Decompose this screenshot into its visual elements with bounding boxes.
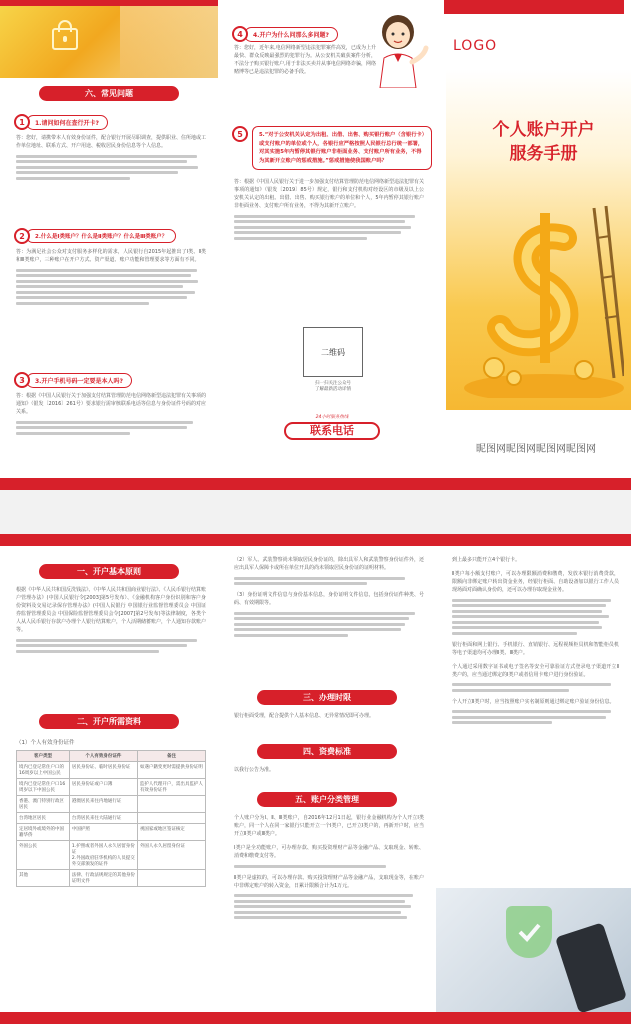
section-4-title: 四、资费标准 [257, 744, 397, 759]
section-5-title: 五、账户分类管理 [257, 792, 397, 807]
faq-answer-5: 答：根据《中国人民银行关于进一步加强支付结算管理防范电信网络新型违法犯罪有关事项的通知》（银发〔2019〕85号）规定，银行和支付机构对经设区的市级及以上公安机关认定的出租、出借、出售、购买银行账户的单位和个人，5年内暂停其银行账户非柜面业务、支付账户所有业务，不得为其新开立账户。 [234, 179, 425, 209]
faq-question-5: 5.“对于公安机关认定为出租、出借、出售、购买银行账户（含银行卡）或支付账户的单位或个人，各银行应严格按照人民银行总行统一部署，对其实施5年内暂停其银行账户非柜面业务、支付账户所有业务，不得为其新开立账户的惩戒措施。”惩戒措施使我国账户吗？ [259, 132, 425, 164]
section-2-title: 二、开户所需资料 [39, 714, 179, 729]
table-row [17, 762, 206, 779]
section-2-subtitle: （1）个人有效身份证件 [16, 740, 75, 746]
phone-shield-photo [436, 888, 631, 1012]
section-1-title: 一、开户基本原则 [39, 564, 179, 579]
table-cell: 居民身份证、临时居民身份证 [69, 762, 137, 779]
table-row [17, 841, 206, 870]
id-document-table [16, 750, 206, 887]
smartphone-icon [555, 922, 627, 1014]
table-cell: 居民身份证或户口簿 [69, 779, 137, 796]
section-5-text-1: 个人账户分为Ⅰ、Ⅱ、Ⅲ类账户，自2016年12月1日起，银行业金融机构为个人开立Ⅰ类账户，同一个人在同一家银行只能开立一个Ⅰ类户，已开立Ⅰ类户的，再新开户时，应当开立Ⅱ类户或Ⅲ类户。 [234, 815, 424, 837]
table-cell: 中国护照 [69, 824, 137, 841]
faq-answer-1: 答：您好，请携带本人有效身份证件，配合银行开展尽职调查，提供职业、住所地或工作单位地址、联系方式、开户用途、税收居民身份信息等个人信息。 [16, 135, 207, 149]
faq-item-5 [218, 126, 436, 242]
front-bottom-band [0, 478, 631, 490]
table-cell: 法律、行政法规规定的其他身份证明文件 [69, 870, 137, 887]
table-cell: 如遇户籍变更时需提供身份证明 [137, 762, 205, 779]
faq-number-1: 1 [14, 114, 30, 130]
panel-3-paragraph-2: 银行柜面和网上银行、手机银行、直销银行、远程视频柜员机和智能柜员机等电子渠道均可办理Ⅱ类、Ⅲ类户。 [452, 641, 619, 656]
faq-question-1: 1.请问如何在查行开卡? [26, 115, 108, 130]
faq-item-2 [0, 222, 218, 307]
section-5-text-2: Ⅰ类户是全功能账户，可办理存款、购买投资理财产品等金融产品、支取现金、转账、消费和缴费支付等。 [234, 845, 424, 859]
panel-3-paragraph-1: Ⅱ类户每小额支付账户，可以办理限额消费和缴费，发放本银行消费贷款，限额向非绑定账户转出资金业务，经银行柜面、自助设备加以银行工作人员现场面对面确认身份的，还可以办理存取现金业务。 [452, 571, 619, 593]
table-cell: 其他 [17, 870, 70, 887]
table-cell: 1.护照或者外国人永久居留身份证 2.外国政府驻华机构的人员提交外交部颁发的证件 [69, 841, 137, 870]
qr-caption: 扫一扫关注公众号 了解最新活动详情 [315, 381, 351, 392]
watermark-text: 昵图网昵图网昵图网昵图网 [476, 444, 596, 455]
customer-service-avatar [368, 10, 430, 88]
section-6-heading [0, 86, 218, 101]
faq-answer-2: 答：为满足社会公众对支付服务多样化的需求，人民银行自2015年起推出了Ⅰ类、Ⅱ类和Ⅲ类账户，三种账户在开户方式、资产渠道、账户功能和管理要求等方面有不同。 [16, 249, 206, 263]
cover-title-line-2: 服务手册 [509, 144, 578, 164]
faq-answer-4: 答：您好，近年来,电信网络新型违法犯罪案件高发，已成为上升最快、群众反映最强烈的犯罪行为。从公安机关破获案件分析，不法分子购买银行账户,用于非法买卖并从事电信网络诈骗，网络赌博等已是违法犯罪的必备手段。 [234, 45, 376, 75]
faq-item-1 [0, 108, 218, 182]
header-banner [0, 0, 218, 78]
section-1-heading [0, 564, 218, 579]
section-3-title: 三、办理时限 [257, 690, 397, 705]
back-bottom-band [0, 1012, 631, 1024]
section-2-id-info-text: （3）身份证明文件信息与身份基本信息，身份证明文件信息，包括身份证件种类、号码、有效期限等。 [234, 592, 424, 606]
table-cell: 定居境外或境外的中国籍华侨 [17, 824, 70, 841]
banner-pattern [120, 0, 218, 78]
front-sheet [0, 0, 631, 490]
table-row [17, 813, 206, 824]
cover-title-line-1: 个人账户开户 [492, 120, 595, 140]
front-panel-faq-2 [218, 0, 436, 490]
table-cell: 境内已登记常住户口16周岁以下中国公民 [17, 779, 70, 796]
table-cell [137, 796, 205, 813]
back-panel-3 [436, 534, 631, 1024]
section-5-text-3: Ⅱ类户是虚拟的，可以办理存款、购买投资理财产品等金融产品，支取现金等，在账户中非绑定账户的转入资金，日累计限额合计为1万元。 [234, 874, 424, 889]
hotline-title: 联系电话 [284, 422, 380, 440]
sheet-gap [0, 490, 631, 534]
faq-number-2: 2 [14, 228, 30, 244]
dollar-sign-illustration [464, 198, 624, 398]
faq-question-4: 4.开户为什么问那么多问题? [244, 27, 338, 42]
logo: LOGO [453, 38, 498, 54]
table-row [17, 824, 206, 841]
section-5-heading [218, 792, 436, 807]
table-cell [137, 870, 205, 887]
table-cell: 香港、澳门特别行政区居民 [17, 796, 70, 813]
shield-icon [506, 906, 552, 958]
table-header-client-type: 客户类型 [17, 751, 70, 762]
section-3-heading [218, 690, 436, 705]
section-4-text: 以我行公告为准。 [234, 767, 275, 773]
faq-number-4: 4 [232, 26, 248, 42]
table-row [17, 796, 206, 813]
table-cell: 台湾地区居民 [17, 813, 70, 824]
table-cell: 外国人永久居留身份证 [137, 841, 205, 870]
faq-question-2: 2.什么是Ⅰ类账户？什么是Ⅱ类账户？什么是Ⅲ类账户？ [26, 229, 176, 243]
back-panel-2 [218, 534, 436, 1024]
front-top-accent [0, 0, 218, 6]
table-cell [137, 813, 205, 824]
faq-number-3: 3 [14, 372, 30, 388]
table-cell: 视国家或地区签证核定 [137, 824, 205, 841]
faq-answer-3: 答：根据《中国人民银行关于加强支付结算管理防范电信网络新型违法犯罪有关事项的通知》（银发〔2016〕261号）要求银行需审核联系电话等信息与身份证件号码的对应关系。 [16, 393, 207, 415]
table-header-id-document: 个人有效身份证件 [69, 751, 137, 762]
padlock-icon [52, 28, 78, 50]
faq-item-4 [218, 20, 368, 46]
table-header-notes: 备注 [137, 751, 205, 762]
qr-code-placeholder: 二维码 [303, 327, 363, 377]
table-cell: 台湾居民来往大陆通行证 [69, 813, 137, 824]
faq-question-3: 3.开户手机号码一定要是本人吗? [26, 373, 132, 388]
front-cover [436, 0, 631, 490]
back-panel-1 [0, 534, 218, 1024]
back-sheet [0, 534, 631, 1024]
section-6-title: 六、常见问题 [39, 86, 179, 101]
table-row [17, 870, 206, 887]
hotline-badge[interactable] [284, 414, 380, 444]
table-cell: 外国公民 [17, 841, 70, 870]
cover-top-band [444, 0, 624, 14]
panel-3-paragraph-4: 个人开立Ⅱ类户时，应当按照账户实名制原则通过绑定账户验证身份信息。 [452, 698, 615, 705]
faq-number-5: 5 [232, 126, 248, 142]
table-cell: 监护人代理开户，需出具监护人有效身份证件 [137, 779, 205, 796]
section-4-heading [218, 744, 436, 759]
table-cell: 境内已登记常住户口的16周岁以上中国公民 [17, 762, 70, 779]
hotline-subtitle: 24小时服务热线 [315, 415, 349, 420]
section-2-heading [0, 714, 218, 729]
table-cell: 港澳居民来往内地通行证 [69, 796, 137, 813]
section-1-text: 根据《中华人民共和国反洗钱法》、《中华人民共和国商业银行法》、《人民币银行结算账户管理办法》(中国人民银行令[2003]第5号发布）、《金融机构客户身份识别和客户身份资料及交易记录保存管理办法》(中国人民银行 中国银行业监督管理委员会 中国证券监督管理委员会 中国保险监督管理委员会令[2007]第2号发布)等法律制度，各类个人从人民币银行存款户办理个人银行结算账户，个人活期储蓄账户，个人通知存款账户等。 [16, 587, 207, 633]
table-row [17, 779, 206, 796]
panel-3-paragraph-3: 个人通过采用数字证书或电子签名等安全可靠验证方式登录电子渠道开立Ⅱ类户的，应当通过绑定的Ⅰ类户或者信用卡账户进行身份验证。 [452, 663, 619, 678]
section-2-military-text: （2）军人、武装警察尚未领取居民身份证的，除出具军人和武装警察身份证件外，还应出具军人保障卡或所在单位开具的尚未领取居民身份证的证明材料。 [234, 557, 424, 571]
faq-item-3 [0, 366, 218, 437]
panel-3-intro-text: 到上最多只能开立4个银行卡。 [452, 557, 521, 563]
front-panel-faq-1 [0, 0, 218, 490]
section-3-text: 银行柜面受理，配合提供个人基本信息、无异常情况即可办理。 [234, 713, 375, 719]
